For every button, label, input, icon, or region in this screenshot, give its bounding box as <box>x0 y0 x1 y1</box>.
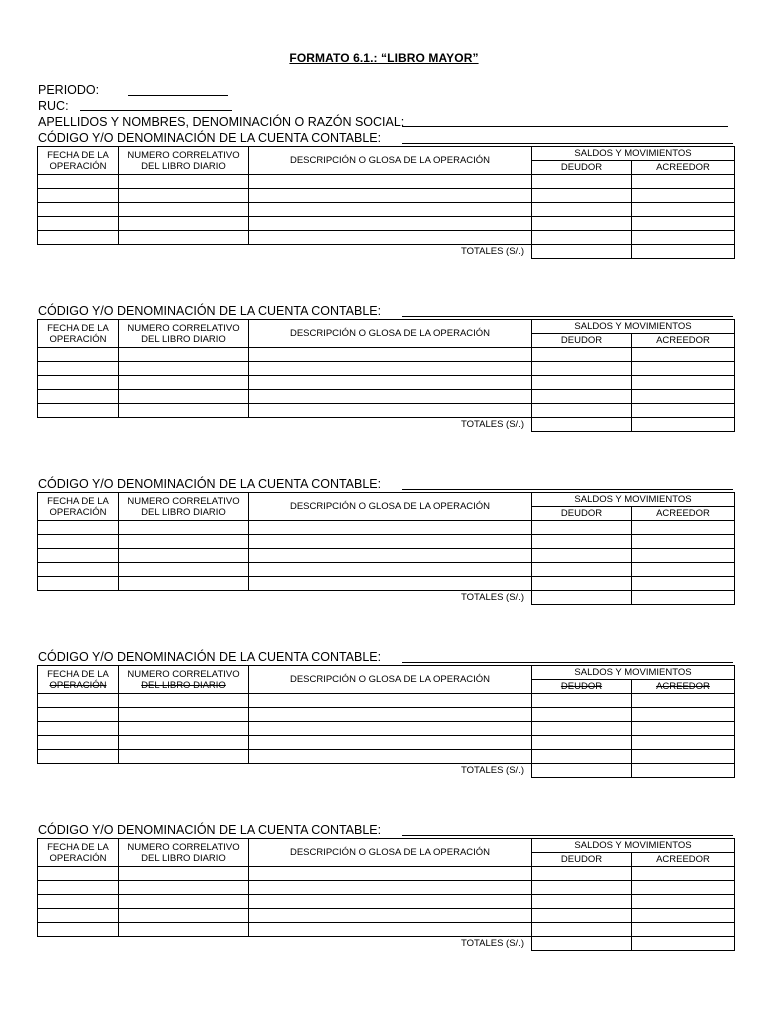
cell-descripcion[interactable] <box>249 175 532 189</box>
cell-descripcion[interactable] <box>249 909 532 923</box>
table-row <box>38 535 735 549</box>
ledger-table <box>37 838 735 951</box>
table-row <box>38 175 735 189</box>
cell-fecha[interactable] <box>38 348 119 362</box>
totals-row <box>38 245 735 259</box>
cell-fecha[interactable] <box>38 563 119 577</box>
cell-acreedor[interactable] <box>632 722 735 736</box>
table-row <box>38 217 735 231</box>
cell-acreedor[interactable] <box>632 694 735 708</box>
ledger-table <box>37 146 735 259</box>
cell-acreedor[interactable] <box>632 362 735 376</box>
col-header-deudor-text: DEUDOR <box>560 335 603 346</box>
col-header-descripcion: DESCRIPCIÓN O GLOSA DE LA OPERACIÓN <box>249 666 532 694</box>
totals-row <box>38 418 735 432</box>
account-blank-line[interactable] <box>402 662 733 663</box>
cell-fecha[interactable] <box>38 694 119 708</box>
cell-descripcion[interactable] <box>249 867 532 881</box>
cell-deudor[interactable] <box>532 909 632 923</box>
col-header-numero-line1: NUMERO CORRELATIVO <box>127 668 240 680</box>
cell-deudor[interactable] <box>532 348 632 362</box>
cell-descripcion[interactable] <box>249 362 532 376</box>
cell-deudor[interactable] <box>532 404 632 418</box>
ledger-table <box>37 665 735 778</box>
account-blank-line[interactable] <box>402 143 733 144</box>
col-header-descripcion: DESCRIPCIÓN O GLOSA DE LA OPERACIÓN <box>249 839 532 867</box>
col-header-acreedor <box>632 680 735 694</box>
cell-descripcion[interactable] <box>249 881 532 895</box>
cell-numero[interactable] <box>119 694 249 708</box>
cell-numero[interactable] <box>119 175 249 189</box>
razon-social-label: APELLIDOS Y NOMBRES, DENOMINACIÓN O RAZÓN SOCIAL: <box>38 115 405 129</box>
cell-acreedor[interactable] <box>632 203 735 217</box>
totals-acreedor-cell[interactable] <box>632 764 735 778</box>
cell-deudor[interactable] <box>532 694 632 708</box>
col-header-fecha-line2: OPERACIÓN <box>49 333 107 345</box>
table-row <box>38 736 735 750</box>
cell-descripcion[interactable] <box>249 722 532 736</box>
cell-numero[interactable] <box>119 521 249 535</box>
cell-descripcion[interactable] <box>249 189 532 203</box>
account-label: CÓDIGO Y/O DENOMINACIÓN DE LA CUENTA CONTABLE: <box>38 304 382 318</box>
table-row <box>38 203 735 217</box>
cell-acreedor[interactable] <box>632 189 735 203</box>
cell-fecha[interactable] <box>38 708 119 722</box>
ruc-blank-line[interactable] <box>80 110 232 111</box>
col-header-numero <box>119 666 249 694</box>
cell-descripcion[interactable] <box>249 404 532 418</box>
col-header-numero-line1: NUMERO CORRELATIVO <box>127 322 240 334</box>
table-row <box>38 881 735 895</box>
col-header-acreedor <box>632 507 735 521</box>
cell-fecha[interactable] <box>38 736 119 750</box>
cell-acreedor[interactable] <box>632 404 735 418</box>
periodo-blank-line[interactable] <box>128 95 228 96</box>
cell-deudor[interactable] <box>532 750 632 764</box>
cell-acreedor[interactable] <box>632 376 735 390</box>
col-header-fecha-line1: FECHA DE LA <box>47 149 109 161</box>
cell-deudor[interactable] <box>532 867 632 881</box>
cell-deudor[interactable] <box>532 563 632 577</box>
col-header-saldos: SALDOS Y MOVIMIENTOS <box>532 320 735 334</box>
cell-fecha[interactable] <box>38 867 119 881</box>
col-header-numero-line2: DEL LIBRO DIARIO <box>141 160 226 172</box>
cell-acreedor[interactable] <box>632 217 735 231</box>
cell-numero[interactable] <box>119 909 249 923</box>
col-header-acreedor <box>632 161 735 175</box>
col-header-acreedor-text: ACREEDOR <box>656 681 710 692</box>
col-header-numero-line2: DEL LIBRO DIARIO <box>141 852 226 864</box>
col-header-fecha-line1: FECHA DE LA <box>47 841 109 853</box>
cell-acreedor[interactable] <box>632 549 735 563</box>
table-row <box>38 231 735 245</box>
cell-descripcion[interactable] <box>249 895 532 909</box>
col-header-fecha <box>38 320 119 348</box>
cell-descripcion[interactable] <box>249 203 532 217</box>
col-header-fecha-line2: OPERACIÓN <box>49 852 107 864</box>
col-header-acreedor-text: ACREEDOR <box>656 508 710 519</box>
totals-label: TOTALES (S/.) <box>38 591 532 605</box>
cell-fecha[interactable] <box>38 577 119 591</box>
account-label: CÓDIGO Y/O DENOMINACIÓN DE LA CUENTA CONTABLE: <box>38 650 382 664</box>
cell-descripcion[interactable] <box>249 577 532 591</box>
cell-deudor[interactable] <box>532 203 632 217</box>
col-header-fecha-line1: FECHA DE LA <box>47 495 109 507</box>
col-header-numero-line2: DEL LIBRO DIARIO <box>141 506 226 518</box>
ruc-label: RUC: <box>38 99 69 113</box>
col-header-saldos: SALDOS Y MOVIMIENTOS <box>532 666 735 680</box>
col-header-fecha-line2: OPERACIÓN <box>49 160 107 172</box>
col-header-deudor-text: DEUDOR <box>560 854 603 865</box>
totals-acreedor-cell[interactable] <box>632 245 735 259</box>
cell-deudor[interactable] <box>532 189 632 203</box>
table-row <box>38 722 735 736</box>
col-header-numero-line1: NUMERO CORRELATIVO <box>127 149 240 161</box>
cell-numero[interactable] <box>119 549 249 563</box>
cell-acreedor[interactable] <box>632 577 735 591</box>
col-header-numero <box>119 320 249 348</box>
totals-deudor-cell[interactable] <box>532 937 632 951</box>
cell-deudor[interactable] <box>532 736 632 750</box>
col-header-deudor-text: DEUDOR <box>560 681 603 692</box>
account-label: CÓDIGO Y/O DENOMINACIÓN DE LA CUENTA CONTABLE: <box>38 477 382 491</box>
col-header-fecha-line2: OPERACIÓN <box>49 506 107 518</box>
cell-numero[interactable] <box>119 750 249 764</box>
col-header-fecha <box>38 493 119 521</box>
table-row <box>38 909 735 923</box>
cell-acreedor[interactable] <box>632 535 735 549</box>
cell-numero[interactable] <box>119 708 249 722</box>
table-row <box>38 577 735 591</box>
cell-fecha[interactable] <box>38 923 119 937</box>
cell-numero[interactable] <box>119 867 249 881</box>
totals-deudor-cell[interactable] <box>532 245 632 259</box>
cell-acreedor[interactable] <box>632 895 735 909</box>
table-row <box>38 694 735 708</box>
totals-deudor-cell[interactable] <box>532 418 632 432</box>
col-header-fecha <box>38 839 119 867</box>
table-row <box>38 867 735 881</box>
cell-acreedor[interactable] <box>632 231 735 245</box>
cell-deudor[interactable] <box>532 390 632 404</box>
cell-fecha[interactable] <box>38 404 119 418</box>
periodo-label: PERIODO: <box>38 83 100 97</box>
cell-numero[interactable] <box>119 535 249 549</box>
cell-numero[interactable] <box>119 189 249 203</box>
totals-acreedor-cell[interactable] <box>632 937 735 951</box>
cell-fecha[interactable] <box>38 189 119 203</box>
cell-numero[interactable] <box>119 404 249 418</box>
cell-acreedor[interactable] <box>632 708 735 722</box>
table-row <box>38 708 735 722</box>
cell-descripcion[interactable] <box>249 563 532 577</box>
totals-row <box>38 591 735 605</box>
col-header-numero-line1: NUMERO CORRELATIVO <box>127 495 240 507</box>
account-blank-line[interactable] <box>402 316 733 317</box>
cell-numero[interactable] <box>119 390 249 404</box>
col-header-deudor <box>532 507 632 521</box>
col-header-descripcion: DESCRIPCIÓN O GLOSA DE LA OPERACIÓN <box>249 493 532 521</box>
totals-label: TOTALES (S/.) <box>38 764 532 778</box>
cell-deudor[interactable] <box>532 362 632 376</box>
cell-deudor[interactable] <box>532 722 632 736</box>
cell-descripcion[interactable] <box>249 549 532 563</box>
totals-deudor-cell[interactable] <box>532 591 632 605</box>
cell-numero[interactable] <box>119 362 249 376</box>
cell-descripcion[interactable] <box>249 376 532 390</box>
cell-acreedor[interactable] <box>632 348 735 362</box>
cell-fecha[interactable] <box>38 895 119 909</box>
col-header-numero-line2: DEL LIBRO DIARIO <box>141 333 226 345</box>
col-header-saldos: SALDOS Y MOVIMIENTOS <box>532 839 735 853</box>
col-header-deudor <box>532 853 632 867</box>
cell-deudor[interactable] <box>532 881 632 895</box>
cell-numero[interactable] <box>119 722 249 736</box>
col-header-numero-line1: NUMERO CORRELATIVO <box>127 841 240 853</box>
cell-acreedor[interactable] <box>632 521 735 535</box>
cell-descripcion[interactable] <box>249 217 532 231</box>
cell-fecha[interactable] <box>38 549 119 563</box>
ledger-table <box>37 492 735 605</box>
totals-acreedor-cell[interactable] <box>632 418 735 432</box>
cell-deudor[interactable] <box>532 535 632 549</box>
cell-fecha[interactable] <box>38 203 119 217</box>
cell-acreedor[interactable] <box>632 736 735 750</box>
col-header-acreedor-text: ACREEDOR <box>656 335 710 346</box>
cell-descripcion[interactable] <box>249 694 532 708</box>
col-header-fecha <box>38 666 119 694</box>
ledger-table <box>37 319 735 432</box>
totals-row <box>38 764 735 778</box>
cell-deudor[interactable] <box>532 217 632 231</box>
cell-numero[interactable] <box>119 231 249 245</box>
col-header-acreedor-text: ACREEDOR <box>656 162 710 173</box>
cell-descripcion[interactable] <box>249 708 532 722</box>
cell-numero[interactable] <box>119 203 249 217</box>
table-row <box>38 750 735 764</box>
col-header-deudor <box>532 680 632 694</box>
cell-deudor[interactable] <box>532 376 632 390</box>
table-row <box>38 189 735 203</box>
cell-fecha[interactable] <box>38 521 119 535</box>
cell-acreedor[interactable] <box>632 175 735 189</box>
cell-descripcion[interactable] <box>249 736 532 750</box>
col-header-fecha-line2: OPERACIÓN <box>49 679 107 691</box>
cell-fecha[interactable] <box>38 909 119 923</box>
col-header-deudor-text: DEUDOR <box>560 162 603 173</box>
table-row <box>38 390 735 404</box>
totals-row <box>38 937 735 951</box>
cell-acreedor[interactable] <box>632 750 735 764</box>
cell-fecha[interactable] <box>38 362 119 376</box>
col-header-saldos: SALDOS Y MOVIMIENTOS <box>532 493 735 507</box>
cell-numero[interactable] <box>119 348 249 362</box>
cell-fecha[interactable] <box>38 722 119 736</box>
cell-fecha[interactable] <box>38 881 119 895</box>
cell-acreedor[interactable] <box>632 867 735 881</box>
totals-acreedor-cell[interactable] <box>632 591 735 605</box>
page-title: FORMATO 6.1.: “LIBRO MAYOR” <box>289 51 479 65</box>
cell-numero[interactable] <box>119 736 249 750</box>
cell-fecha[interactable] <box>38 750 119 764</box>
cell-deudor[interactable] <box>532 577 632 591</box>
cell-deudor[interactable] <box>532 895 632 909</box>
table-row <box>38 376 735 390</box>
col-header-fecha-line1: FECHA DE LA <box>47 668 109 680</box>
col-header-descripcion: DESCRIPCIÓN O GLOSA DE LA OPERACIÓN <box>249 147 532 175</box>
col-header-deudor <box>532 161 632 175</box>
cell-fecha[interactable] <box>38 390 119 404</box>
cell-deudor[interactable] <box>532 231 632 245</box>
col-header-fecha <box>38 147 119 175</box>
cell-descripcion[interactable] <box>249 535 532 549</box>
table-row <box>38 348 735 362</box>
table-row <box>38 521 735 535</box>
table-row <box>38 549 735 563</box>
cell-descripcion[interactable] <box>249 348 532 362</box>
cell-deudor[interactable] <box>532 549 632 563</box>
razon-social-blank-line[interactable] <box>402 126 728 127</box>
col-header-acreedor-text: ACREEDOR <box>656 854 710 865</box>
col-header-numero <box>119 839 249 867</box>
cell-fecha[interactable] <box>38 535 119 549</box>
col-header-saldos: SALDOS Y MOVIMIENTOS <box>532 147 735 161</box>
table-row <box>38 362 735 376</box>
col-header-fecha-line1: FECHA DE LA <box>47 322 109 334</box>
cell-descripcion[interactable] <box>249 521 532 535</box>
col-header-descripcion: DESCRIPCIÓN O GLOSA DE LA OPERACIÓN <box>249 320 532 348</box>
cell-deudor[interactable] <box>532 708 632 722</box>
table-row <box>38 895 735 909</box>
col-header-numero-line2: DEL LIBRO DIARIO <box>141 679 226 691</box>
table-row <box>38 923 735 937</box>
cell-numero[interactable] <box>119 577 249 591</box>
cell-deudor[interactable] <box>532 521 632 535</box>
cell-fecha[interactable] <box>38 231 119 245</box>
col-header-deudor <box>532 334 632 348</box>
cell-acreedor[interactable] <box>632 563 735 577</box>
cell-deudor[interactable] <box>532 175 632 189</box>
cell-acreedor[interactable] <box>632 390 735 404</box>
col-header-deudor-text: DEUDOR <box>560 508 603 519</box>
cell-descripcion[interactable] <box>249 231 532 245</box>
cell-numero[interactable] <box>119 923 249 937</box>
cell-fecha[interactable] <box>38 376 119 390</box>
cell-deudor[interactable] <box>532 923 632 937</box>
totals-label: TOTALES (S/.) <box>38 418 532 432</box>
col-header-numero <box>119 147 249 175</box>
cell-numero[interactable] <box>119 881 249 895</box>
account-label: CÓDIGO Y/O DENOMINACIÓN DE LA CUENTA CONTABLE: <box>38 823 382 837</box>
cell-fecha[interactable] <box>38 175 119 189</box>
totals-deudor-cell[interactable] <box>532 764 632 778</box>
cell-numero[interactable] <box>119 895 249 909</box>
table-row <box>38 563 735 577</box>
col-header-numero <box>119 493 249 521</box>
totals-label: TOTALES (S/.) <box>38 937 532 951</box>
account-blank-line[interactable] <box>402 489 733 490</box>
cell-acreedor[interactable] <box>632 923 735 937</box>
cell-numero[interactable] <box>119 376 249 390</box>
col-header-acreedor <box>632 853 735 867</box>
cell-acreedor[interactable] <box>632 881 735 895</box>
col-header-acreedor <box>632 334 735 348</box>
cell-descripcion[interactable] <box>249 923 532 937</box>
cell-descripcion[interactable] <box>249 750 532 764</box>
cell-acreedor[interactable] <box>632 909 735 923</box>
cell-descripcion[interactable] <box>249 390 532 404</box>
totals-label: TOTALES (S/.) <box>38 245 532 259</box>
table-row <box>38 404 735 418</box>
cell-fecha[interactable] <box>38 217 119 231</box>
account-label: CÓDIGO Y/O DENOMINACIÓN DE LA CUENTA CONTABLE: <box>38 131 382 145</box>
cell-numero[interactable] <box>119 563 249 577</box>
cell-numero[interactable] <box>119 217 249 231</box>
account-blank-line[interactable] <box>402 835 733 836</box>
